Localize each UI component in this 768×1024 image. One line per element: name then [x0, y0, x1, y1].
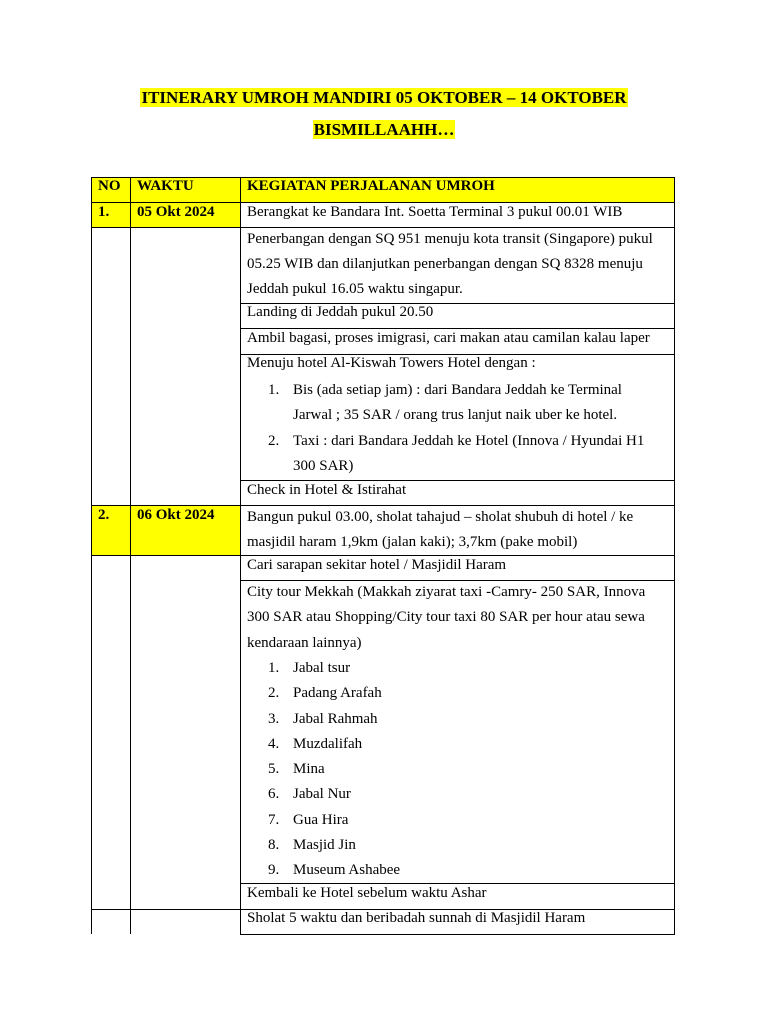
title-line-1: ITINERARY UMROH MANDIRI 05 OKTOBER – 14 OKTOBER	[141, 88, 627, 107]
day-1-date: 05 Okt 2024	[137, 204, 215, 220]
title-line-2: BISMILLAAHH…	[313, 120, 455, 139]
day-2-list-item: 4. Muzdalifah	[268, 735, 363, 752]
day-2-list-item: 8. Masjid Jin	[268, 837, 356, 854]
day-2-list-item: 5. Mina	[268, 761, 325, 778]
header-waktu: WAKTU	[137, 178, 194, 194]
day-1-list-number-2: 2.	[268, 433, 280, 449]
day-1-list-item-1: Bis (ada setiap jam) : dari Bandara Jeddah ke Terminal Jarwal ; 35 SAR / orang trus lanjut naik uber ke hotel.	[293, 382, 622, 423]
day-2-list-item: 7. Gua Hira	[268, 811, 349, 828]
day-1-number: 1.	[98, 204, 110, 220]
day-2-list-item: 6. Jabal Nur	[268, 786, 351, 803]
day-1-activity-6: Check in Hotel & Istirahat	[247, 482, 407, 498]
day-2-number: 2.	[98, 507, 110, 523]
day-1-list-item-2: Taxi : dari Bandara Jeddah ke Hotel (Innova / Hyundai H1 300 SAR)	[293, 433, 645, 474]
day-1-activity-5: Menuju hotel Al-Kiswah Towers Hotel dengan :	[247, 355, 536, 371]
day-2-date: 06 Okt 2024	[137, 507, 215, 523]
day-2-list-item: 1. Jabal tsur	[268, 660, 351, 676]
day-2-site-list	[268, 656, 668, 884]
day-2-activity-4: Kembali ke Hotel sebelum waktu Ashar	[247, 885, 487, 901]
day-2-list-item: 3. Jabal Rahmah	[268, 710, 378, 727]
header-kegiatan: KEGIATAN PERJALANAN UMROH	[247, 178, 495, 194]
day-1-activity-2: Penerbangan dengan SQ 951 menuju kota transit (Singapore) pukul 05.25 WIB dan dilanjutkan penerbangan dengan SQ 8328 menuju Jeddah pukul 16.05 waktu singapur.	[247, 231, 653, 297]
day-1-list-number-1: 1.	[268, 382, 280, 398]
day-1-activity-1: Berangkat ke Bandara Int. Soetta Terminal 3 pukul 00.01 WIB	[247, 204, 623, 220]
day-2-activity-3: City tour Mekkah (Makkah ziyarat taxi -Camry- 250 SAR, Innova 300 SAR atau Shopping/City tour taxi 80 SAR per hour atau sewa kendaraan lainnya)	[247, 584, 646, 651]
day-2-activity-1: Bangun pukul 03.00, sholat tahajud – sholat shubuh di hotel / ke masjidil haram 1,9km (jalan kaki); 3,7km (pake mobil)	[247, 509, 634, 550]
day-1-activity-3: Landing di Jeddah pukul 20.50	[247, 304, 434, 320]
header-no: NO	[98, 178, 121, 194]
day-2-list-item: 9. Museum Ashabee	[268, 862, 401, 879]
day-2-list-item: 2. Padang Arafah	[268, 685, 382, 702]
day-3-activity-1: Sholat 5 waktu dan beribadah sunnah di Masjidil Haram	[247, 910, 586, 926]
day-2-activity-2: Cari sarapan sekitar hotel / Masjidil Haram	[247, 557, 507, 573]
day-1-activity-4: Ambil bagasi, proses imigrasi, cari makan atau camilan kalau laper	[247, 330, 650, 346]
